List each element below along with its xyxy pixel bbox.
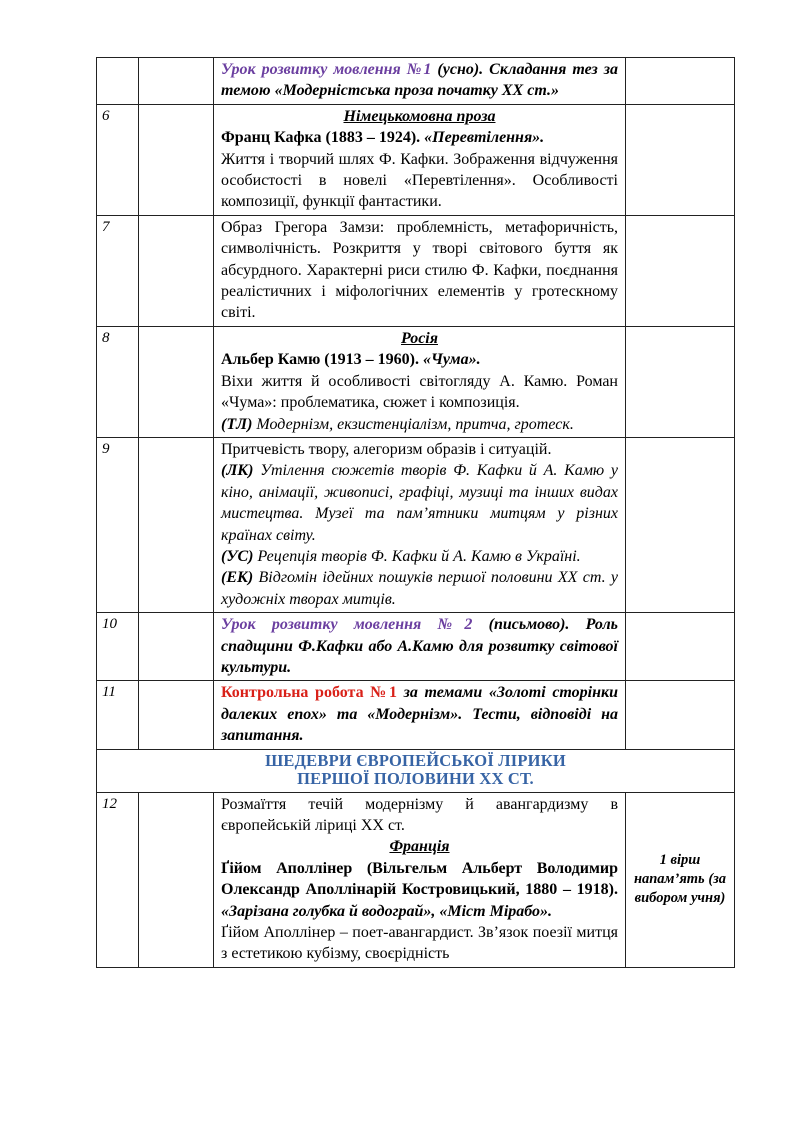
paragraph (221, 127, 618, 148)
section-title-line: ШЕДЕВРИ ЄВРОПЕЙСЬКОЇ ЛІРИКИ (265, 750, 566, 770)
lesson-content-cell (214, 613, 626, 681)
lesson-number-cell (97, 58, 139, 105)
text-run: Утілення сюжетів творів Ф. Кафки й А. Камю у кіно, анімації, живописі, графіці, музиці та інших видах мистецтва. Музеї та пам’ятники митцям у різних країнах світу. (221, 462, 618, 544)
section-title-line: ПЕРШОЇ ПОЛОВИНИ ХХ СТ. (297, 769, 534, 789)
lesson-content-cell (214, 58, 626, 105)
notes-cell (626, 104, 735, 215)
lesson-number-cell: 11 (97, 681, 139, 749)
lesson-content-cell (214, 681, 626, 749)
lesson-number-cell: 9 (97, 437, 139, 612)
paragraph (221, 546, 618, 567)
text-run: «Чума». (422, 351, 481, 369)
text-run: Модернізм, екзистенціалізм, притча, гротеск. (256, 415, 574, 433)
section-title (97, 749, 735, 792)
text-run: Альбер Камю (1913 – 1960). (221, 351, 423, 369)
paragraph (221, 217, 618, 324)
lesson-content-cell (214, 437, 626, 612)
paragraph (221, 106, 618, 127)
notes-cell (626, 681, 735, 749)
text-run: (усно). Складання тез за темою «Модерністська проза початку ХХ ст.» (221, 61, 619, 100)
lesson-row (97, 104, 735, 215)
text-run: Росія (401, 329, 438, 347)
paragraph (221, 858, 618, 922)
text-run: Життя і творчий шлях Ф. Кафки. Зображення відчуження особистості в новелі «Перевтілення». Особливості композиції, функції фантастики. (221, 150, 618, 211)
lesson-number-cell: 12 (97, 792, 139, 967)
date-cell (139, 437, 214, 612)
lesson-content-cell (214, 215, 626, 326)
text-run: Рецепція творів Ф. Кафки й А. Камю в Україні. (257, 547, 581, 565)
lesson-row (97, 613, 735, 681)
text-run: (УС) (221, 547, 258, 565)
notes-cell (626, 326, 735, 437)
text-run: (письмово). Роль спадщини Ф.Кафки або А.Камю для розвитку світової культури. (221, 616, 618, 676)
section-header-row (97, 749, 735, 792)
paragraph (221, 439, 618, 460)
paragraph (221, 328, 618, 349)
date-cell (139, 681, 214, 749)
text-run: Контрольна робота №1 (221, 684, 404, 702)
date-cell (139, 792, 214, 967)
lesson-number-cell: 10 (97, 613, 139, 681)
date-cell (139, 326, 214, 437)
paragraph (221, 794, 618, 837)
lesson-row (97, 58, 735, 105)
notes-cell (626, 58, 735, 105)
date-cell (139, 613, 214, 681)
lesson-number-cell: 8 (97, 326, 139, 437)
text-run: Ґійом Аполлінер – поет-авангардист. Зв’язок поезії митця з естетикою кубізму, своєрідність (221, 924, 618, 963)
text-run: Відгомін ідейних пошуків першої половини ХХ ст. у художніх творах митців. (221, 569, 618, 608)
text-run: Ґійом Аполлінер (Вільгельм Альберт Володимир Олександр Аполлінарій Костровицький, 1880 – 1918). (221, 859, 618, 899)
text-run: Притчевість твору, алегоризм образів і ситуацій. (221, 440, 552, 458)
notes-cell: 1 вірш напам’ять (за вибором учня) (626, 792, 735, 967)
paragraph (221, 149, 618, 213)
lesson-row (97, 326, 735, 437)
text-run: Образ Грегора Замзи: проблемність, метафоричність, символічність. Розкриття у творі світового буття як абсурдного. Характерні риси стилю Ф. Кафки, поєднання реалістичних і міфологічних елементів у гротескному світі. (221, 218, 618, 322)
date-cell (139, 215, 214, 326)
paragraph (221, 567, 618, 610)
lesson-content-cell (214, 104, 626, 215)
paragraph (221, 836, 618, 857)
lesson-number-cell: 7 (97, 215, 139, 326)
paragraph (221, 414, 618, 435)
paragraph (221, 59, 618, 102)
text-run: за темами «Золоті сторінки далеких епох» та «Модернізм». Тести, відповіді на запитання. (221, 684, 619, 745)
lesson-number-cell: 6 (97, 104, 139, 215)
text-run: (ТЛ) (221, 415, 257, 433)
text-run: Розмаїття течій модернізму й авангардизму в європейській ліриці ХХ ст. (221, 795, 618, 834)
text-run: Віхи життя й особливості світогляду А. Камю. Роман «Чума»: проблематика, сюжет і композиція. (221, 372, 618, 412)
lesson-content-cell (214, 792, 626, 967)
text-run: «Зарізана голубка й водограй», «Міст Мірабо». (221, 902, 553, 920)
lesson-content-cell (214, 326, 626, 437)
text-run: (ЕК) (221, 569, 259, 587)
lesson-row (97, 437, 735, 612)
lesson-row (97, 792, 735, 967)
date-cell (139, 58, 214, 105)
text-run: Франція (389, 838, 450, 856)
text-run: (ЛК) (221, 462, 261, 480)
notes-cell (626, 437, 735, 612)
text-run: Урок розвитку мовлення №2 (221, 616, 489, 634)
paragraph (221, 371, 618, 414)
lesson-row (97, 215, 735, 326)
curriculum-table (96, 57, 735, 968)
date-cell (139, 104, 214, 215)
paragraph (221, 682, 618, 746)
lesson-row (97, 681, 735, 749)
text-run: Франц Кафка (1883 – 1924). (221, 129, 425, 147)
text-run: Німецькомовна проза (343, 107, 496, 125)
paragraph (221, 349, 618, 370)
text-run: Урок розвитку мовлення №1 (221, 61, 438, 78)
curriculum-table-body (97, 58, 735, 968)
paragraph (221, 460, 618, 546)
text-run: «Перевтілення». (424, 129, 545, 147)
notes-cell (626, 215, 735, 326)
notes-cell (626, 613, 735, 681)
paragraph (221, 614, 618, 678)
paragraph (221, 922, 618, 965)
